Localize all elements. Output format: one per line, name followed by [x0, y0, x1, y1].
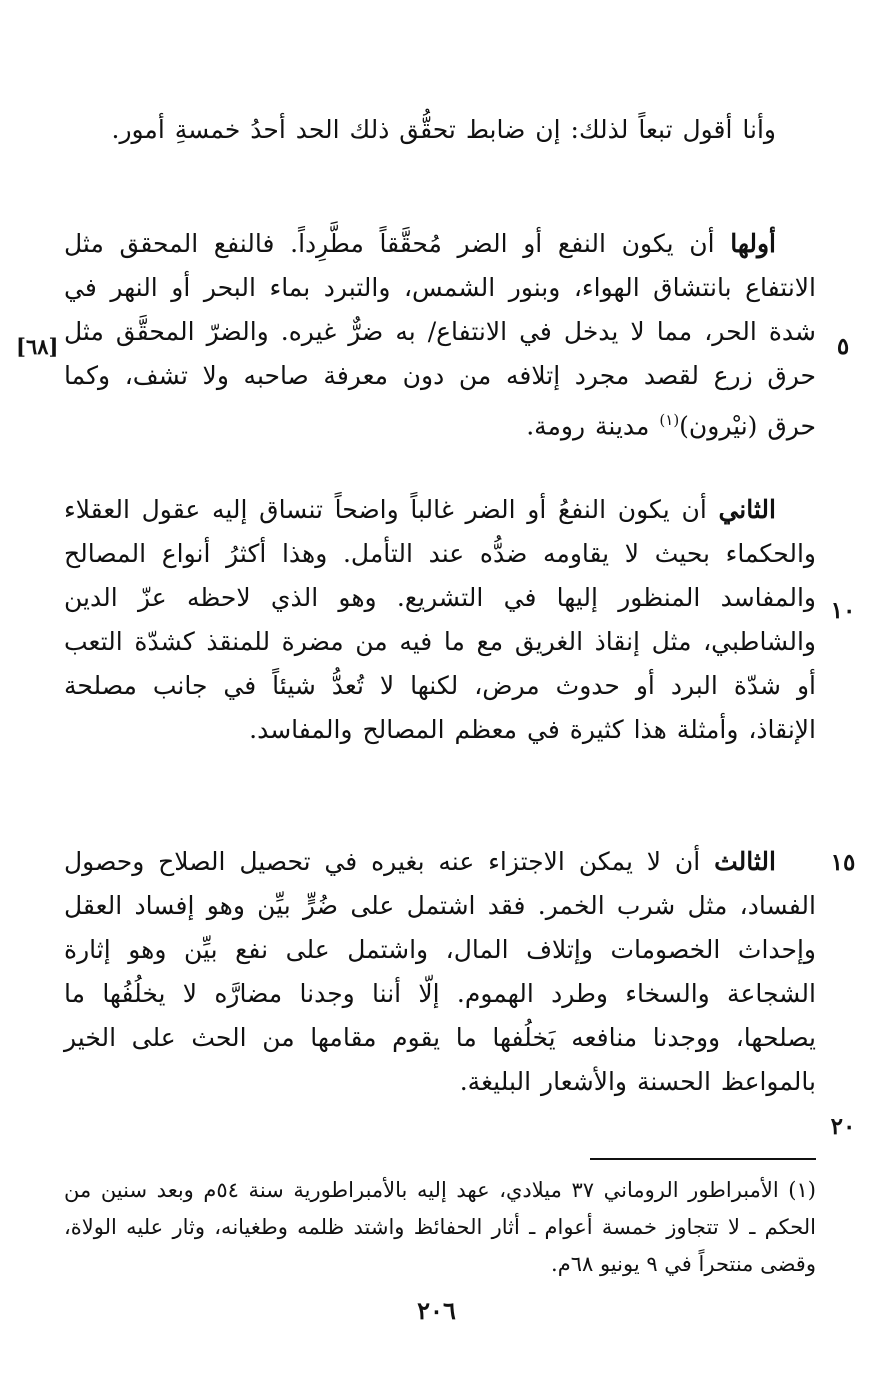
- first-condition-text-b: مدينة رومة.: [526, 411, 660, 441]
- second-condition-label: الثاني: [718, 495, 776, 524]
- line-number-15: ١٥: [830, 849, 856, 876]
- page-number: ٢٠٦: [417, 1296, 456, 1325]
- intro-paragraph: وأنا أقول تبعاً لذلك: إن ضابط تحقُّق ذلك الحد أحدُ خمسةِ أمور.: [111, 115, 776, 144]
- footnote-reference[interactable]: (١): [659, 411, 680, 429]
- third-condition-label: الثالث: [714, 847, 776, 876]
- second-condition-paragraph: [64, 488, 816, 752]
- third-condition-text: أن لا يمكن الاجتزاء عنه بغيره في تحصيل الصلاح وحصول الفساد، مثل شرب الخمر. فقد اشتمل على ضُرٍّ بيِّن وهو إفساد العقل وإحداث الخصومات وإتلاف المال، واشتمل على نفع بيِّن وهو إثارة الشجاعة والسخاء وطرد الهموم. إلّا أننا وجدنا مضارَّه لا يخلُفُها ما يصلحها، ووجدنا منافعه يَخلُفها ما يقوم مقامها من الحث على الخير بالمواعظ الحسنة والأشعار البليغة.: [64, 847, 816, 1096]
- line-number-10: ١٠: [830, 597, 856, 624]
- third-condition-paragraph: [64, 840, 816, 1104]
- first-condition-paragraph: [64, 222, 816, 448]
- second-condition-text: أن يكون النفعُ أو الضر غالباً واضحاً تنساق إليه عقول العقلاء والحكماء بحيث لا يقاومه ضدُّه عند التأمل. وهذا أكثرُ أنواع المصالح والمفاسد المنظور إليها في التشريع. وهو الذي لاحظه عزّ الدين والشاطبي، مثل إنقاذ الغريق مع ما فيه من مضرة للمنقذ كشدّة التعب أو شدّة البرد أو حدوث مرض، لكنها لا تُعدُّ شيئاً في جانب مصلحة الإنقاذ، وأمثلة هذا كثيرة في معظم المصالح والمفاسد.: [64, 495, 816, 744]
- footnote-separator: [590, 1158, 816, 1160]
- manuscript-page-marker: [٦٨]: [16, 334, 59, 359]
- line-number-20: ٢٠: [830, 1113, 856, 1140]
- footnote: (١) الأمبراطور الروماني ٣٧ ميلادي، عهد إليه بالأمبراطورية سنة ٥٤م وبعد سنين من الحكم ـ لا تتجاوز خمسة أعوام ـ أثار الحفائظ واشتد ظلمه وطغيانه، وثار عليه الولاة، وقضى منتحراً في ٩ يونيو ٦٨م.: [64, 1178, 816, 1276]
- line-number-5: ٥: [836, 333, 850, 360]
- first-condition-text-a: أن يكون النفع أو الضر مُحقَّقاً مطَّرِداً. فالنفع المحقق مثل الانتفاع بانتشاق الهواء، وبنور الشمس، والتبرد بماء البحر أو النهر في شدة الحر، مما لا يدخل في الانتفاع/ به ضرٌّ غيره. والضرّ المحقَّق مثل حرق زرع لقصد مجرد إتلافه من دون معرفة صاحبه ولا تشف، وكما حرق (نيْرون): [64, 229, 816, 441]
- first-condition-label: أولها: [730, 229, 776, 258]
